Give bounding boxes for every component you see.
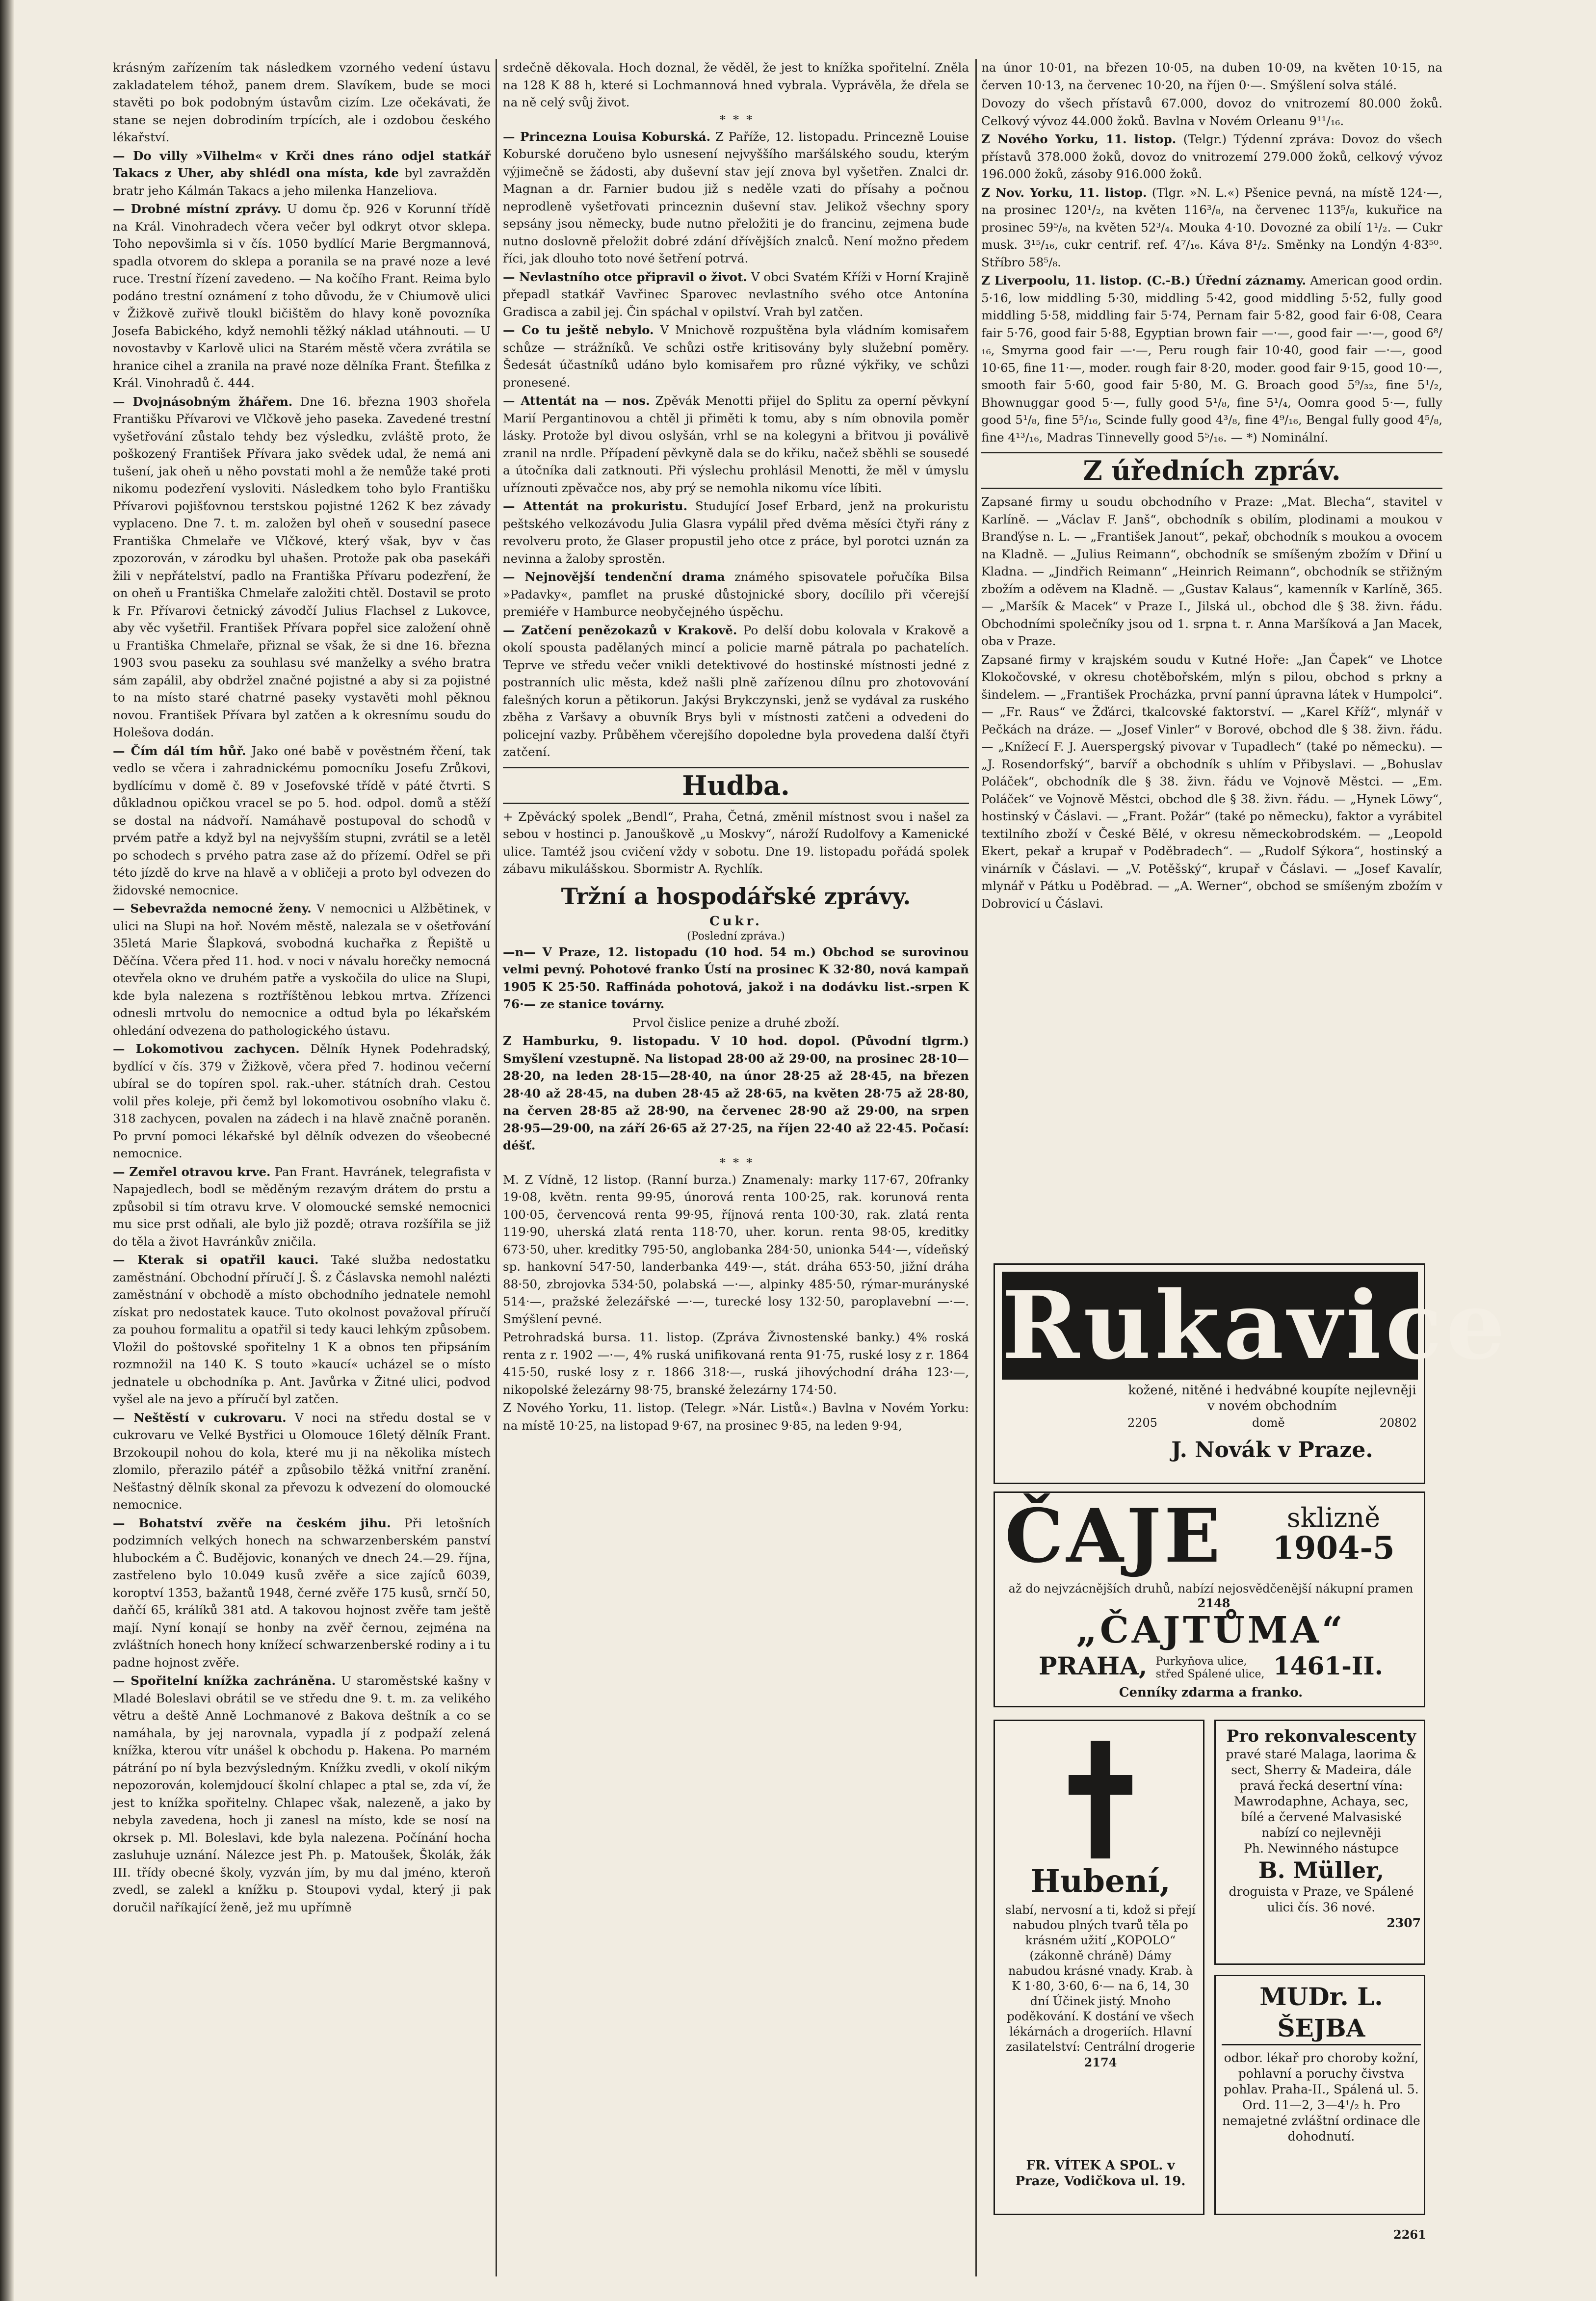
news-article bbox=[981, 131, 1442, 183]
section-title-trzni: Tržní a hospodářské zprávy. bbox=[561, 883, 911, 910]
article-headline: Z Liverpoolu, 11. listop. (C.-B.) Úřední záznamy. bbox=[981, 273, 1306, 288]
market-report-hamburk: Z Hamburku, 9. listopadu. V 10 hod. dopol. (Původní tlgrm.) Smyšlení vzestupně. Na listopad 28·00 až 29·00, na prosinec 28·10—28·20, na leden 28·15—28·40, na únor 28·25 až 28·45, na březen 28·40 až 28·45, na duben 28·45 až 28·65, na květen 28·75 až 28·80, na červen 28·85 až 28·90, na červenec 28·90 až 29·00, na srpen 28·95—29·00, na září 26·65 až 27·25, na říjen 22·40 až 22·45. Počasí: déšť. bbox=[503, 1034, 969, 1152]
news-article bbox=[113, 900, 491, 1039]
section-title-urad: Z úředních zpráv. bbox=[981, 452, 1442, 489]
article-text: na únor 10·01, na březen 10·05, na duben 10·09, na květen 10·15, na červen 10·13, na červenec 10·20, na říjen 0·—. Smýšlení solva stálé. bbox=[981, 60, 1442, 92]
advert-headline: Hubení, bbox=[1030, 1863, 1171, 1900]
news-article bbox=[113, 200, 491, 392]
article-text: známého spisovatele pořučíka Bilsa »Padavky«, pamflet na pruské důstojnické sbory, docílilo při včerejší premiéře v Hamburce neobyčejného úspěchu. bbox=[503, 570, 969, 619]
news-article bbox=[503, 568, 969, 621]
official-firms-kutna-hora: Zapsané firmy v krajském soudu v Kutné Hoře: „Jan Čapek“ ve Lhotce Klokočovské, v okresu chotěbořském, mlýn s pilou, obchod s prkny a šindelem. — „František Procházka, první panní úpravna látek v Humpolci“. — „Fr. Raus“ ve Žďárci, tkalcovské faktorství. — „Karel Kříž“, mlynář v Pečkách na dráze. — „Josef Vinler“ v Borové, obchod dle § 38. živn. řádu. — „Knížecí F. J. Auerspergský pivovar v Tupadlech“ (také po německu). — „J. Rosendorfský“, barvíř a obchodník s uhlím v Přibyslavi. — „Bohuslav Poláček“, obchodník dle § 38. živn. řádu ve Vojnově Městci. — „Em. Poláček“ ve Vojnově Městci, obchod dle § 38. živn. řádu. — „Hynek Löwy“, hostinský v Čáslavi. — „Frant. Požár“ (také po německu), faktor a vyrábitel textilního zboží v České Bělé, v okresu německobrodském. — „Leopold Ekert, pekař a krupař v Poděbradech“. — „Rudolf Sýkora“, hostinský a vinárník v Čáslavi. — „V. Potěšský“, krupař v Čáslavi. — „Josef Kavalír, mlynář v Pátku u Poděbrad. — „A. Werner“, obchod se smíšeným zbožím v Dobrovicí u Čáslavi. bbox=[981, 652, 1442, 911]
news-article bbox=[113, 1515, 491, 1672]
advert-numbers: 2205 domě 20802 bbox=[1127, 1416, 1417, 1430]
column-1 bbox=[113, 59, 491, 2276]
article-headline: — Attentát na prokuristu. bbox=[503, 499, 688, 513]
news-article bbox=[503, 497, 969, 567]
article-headline: — Spořitelní knížka zachráněna. bbox=[113, 1673, 336, 1688]
news-article bbox=[113, 1672, 491, 1916]
article-headline: — Dvojnásobným žhářem. bbox=[113, 394, 293, 409]
article-headline: — Zatčení penězokazů v Krakově. bbox=[503, 623, 737, 637]
article-text: V obci Svatém Kříži v Horní Krajině přepadl statkář Vavřinec Sparovec nevlastního svého otce Antonína Gradisca a zabil jej. Čin spáchal v opilství. Vrah byl zatčen. bbox=[503, 269, 969, 319]
article-headline: — Do villy »Vilhelm« v Krči dnes ráno odjel statkář Takacs z Uher, aby shlédl ona místa, kde bbox=[113, 148, 491, 180]
article-headline: — Bohatství zvěře na českém jihu. bbox=[113, 1516, 391, 1530]
page-binding-edge bbox=[0, 0, 14, 2301]
advert-banner: Rukavice bbox=[1002, 1271, 1509, 1380]
article-text: V Mnichově rozpuštěna byla vládním komisařem schůze — strážníků. Ve schůzi ostře kritisovány byly služební poměry. Šedesát účastníků udáno bylo komisařem pro různé výkřiky, ve schůzi pronesené. bbox=[503, 323, 969, 390]
news-article bbox=[113, 59, 491, 146]
article-headline: — Nevlastního otce připravil o život. bbox=[503, 269, 747, 284]
article-text: American good ordin. 5·16, low middling 5·30, middling 5·42, good middling 5·52, fully good middling 5·58, middling fair 5·74, Pernam fair 5·82, good fair 6·08, Ceara fair 5·76, good fair 5·88, Egyptian brown fair —·—, good fair —·—, good 6⁸/₁₆, Smyrna good fair —·—, Peru rough fair 10·40, good fair —·—, good 10·65, fine 11·—, moder. rough fair 8·20, moder. good fair 9·15, good 10·—, smooth fair 5·60, good fair 5·80, M. G. Broach good 5⁹/₃₂, fine 5¹/₂, Bhownuggar good 5·—, fully good 5¹/₈, fine 5¹/₄, Oomra good 5·—, fully good 5¹/₈, fine 5⁵/₁₆, Scinde fully good 4³/₈, fine 4⁹/₁₆, Bengal fully good 4⁵/₈, fine 4¹³/₁₆, Madras Tinnevelly good 5⁵/₁₆. — *) Nominální. bbox=[981, 273, 1442, 445]
advert-text: slabí, nervosní a ti, kdož si přejí nabudou plných tvarů těla po krásném užití „KOPOLO“ (zákonně chráně) Dámy nabudou krásné vnady. Krab. à K 1·80, 3·60, 6·— na 6, 14, 30 dní Účinek jistý. Mnoho poděkování. K dostání ve všech lékárnách a drogeriích. Hlavní zasilatelství: Centrální drogerie 2174 bbox=[1005, 1903, 1196, 2069]
news-article bbox=[981, 272, 1442, 446]
column-rule-1 bbox=[496, 59, 497, 2276]
advert-text: až do nejvzácnějších druhů, nabízí nejosvědčenější nákupní pramen 2148 bbox=[1008, 1582, 1413, 1610]
column-3 bbox=[981, 59, 1442, 1256]
article-text: Pan Frant. Havránek, telegrafista v Napajedlech, bodl se měděným rezavým drátem do prstu a způsobil si tím otravu krve. V olomoucké semské nemocnici mu sice prst odňali, ale bylo již pozdě; otrava rozšířila se již do těla a život Havránkův zničila. bbox=[113, 1164, 491, 1249]
subsection-cukr: Cukr. bbox=[709, 914, 762, 929]
advert-caje bbox=[994, 1491, 1425, 1707]
article-text: (Telgr.) Týdenní zpráva: Dovoz do všech přístavů 378.000 žoků, dovoz do vnitrozemí 279.000 žoků, celkový vývoz 196.000 žoků, zásoby 916.000 žoků. bbox=[981, 132, 1443, 181]
subsection-note: (Poslední zpráva.) bbox=[687, 930, 785, 942]
market-report-newyork: Z Nového Yorku, 11. listop. (Telegr. »Nár. Listů«.) Bavlna v Novém Yorku: na místě 10·25, na listopad 9·67, na prosinec 9·85, na leden 9·94, bbox=[503, 1401, 969, 1433]
article-text: V nemocnici u Alžbětinek, v ulici na Slupi na hoř. Novém městě, nalezala se v ošetřování 35letá Marie Šlapková, svobodná kuchařka z Řepiště u Děčína. Včera před 11. hod. v noci v návalu horečky nemocná otevřela okno ve druhém patře a vyskočila do ulice na Slupi, kde byla nalezena s roztříštěnou lebkou mrtva. Zřízenci odnesli mrtvolu do nemocnice a odtud byla po lékařském ohledání odvezena do pathologického ústavu. bbox=[113, 901, 491, 1038]
news-article bbox=[113, 1409, 491, 1514]
advert-name: B. Müller, bbox=[1258, 1857, 1385, 1883]
advert-code: 2307 bbox=[1387, 1916, 1421, 1930]
article-headline: — Drobné místní zprávy. bbox=[113, 202, 282, 216]
column-2 bbox=[503, 59, 969, 2276]
hudba-article: + Zpěvácký spolek „Bendl“, Praha, Četná, změnil místnost svou i našel za sebou v hostinci p. Janouškově „u Moskvy“, nároží Rudolfovy a Kamenické ulice. Tamtéž jsou cvičení vždy v sobotu. Dne 19. listopadu pořádá spolek zábavu mikulášskou. Sbormistr A. Rychlík. bbox=[503, 809, 969, 876]
advert-season: sklizně 1904-5 bbox=[1272, 1502, 1395, 1567]
article-text: krásným zařízením tak následkem vzorného vedení ústavu zakladatelem téhož, panem drem. Slavíkem, bude se moci stavěti po bok podobným ústavům cizím. Lze očekávati, že stane se nejen dobrodiním trpících, ale i ozdobou českého lékařství. bbox=[113, 60, 491, 144]
advert-footer: FR. VÍTEK A SPOL. v Praze, Vodičkova ul. 19. bbox=[1015, 2158, 1186, 2189]
official-firms-praha: Zapsané firmy u soudu obchodního v Praze: „Mat. Blecha“, stavitel v Karlíně. — „Václav F. Janš“, obchodník s obilím, plodinami a moukou v Branďýse n. L. — „František Janout“, pekař, obchodník s moukou a ovocem na Kladně. — „Julius Reimann“, obchodník se smíšeným zbožím v Dřiní u Kladna. — „Jindřich Reimann“ „Heinrich Reimann“, obchodník se střižným zbožím a oděvem na Kladně. — „Gustav Kalaus“, kamenník v Karlíně, 365. — „Maršík & Macek“ v Praze I., Jilská ul., obchod dle § 38. živn. řádu. Obchodními společníky jsou od 1. srpna t. r. Anna Maršíková a Jan Macek, oba v Praze. bbox=[981, 495, 1442, 648]
advert-rukavice bbox=[994, 1263, 1509, 1484]
article-headline: — Princezna Louisa Koburská. bbox=[503, 129, 711, 144]
news-article bbox=[503, 59, 969, 111]
article-text: V noci na středu dostal se v cukrovaru ve Velké Bystřici u Olomouce 16letý dělník Frant. Brzokoupil nohou do kola, které mu ji na několika místech zlomilo, přerazilo pátéř a způsobilo těžká vnitřní zranění. Nešťastný dělník skonal za převozu k odvezení do olomoucké nemocnice. bbox=[113, 1410, 491, 1512]
article-text: Při letošních podzimních velkých honech na schwarzenberském panství hlubockém a Č. Budějovic, konaných ve dnech 24.—29. října, zastřeleno bylo 10.049 kusů zvěře a sice zajíců 6039, koroptví 1353, bažantů 1948, černé zvěře 175 kusů, srnčí 50, daňčí 65, králíků 381 atd. A takovou hojnost zvěře tam ještě mají. Nyní konají se honby na zvěř černou, zejména na zvláštních honech hony knížecí schwarzenberské rodiny a i tu padne hojnost zvěře. bbox=[113, 1516, 491, 1670]
advert-name: J. Novák v Praze. bbox=[1171, 1438, 1373, 1463]
advert-text: pravé staré Malaga, laorima & sect, Sherry & Madeira, dále pravá řecká desertní vína: Mawrodaphne, Achaya, sec, bílé a červené Malvasiské nabízí co nejlevněji bbox=[1226, 1747, 1417, 1840]
article-text: Dělník Hynek Podehradský, bydlící v čís. 379 v Žižkově, včera před 7. hodinou večerní ubíral se do topíren spol. rak.-uher. státních drah. Cestou volil přes koleje, při čemž byl lokomotivou osobního vlaku č. 318 zachycen, povalen na zádech i na hlavě značně poraněn. Po první pomoci lékařské byl dělník odvezen do všeobecné nemocnice. bbox=[113, 1042, 491, 1160]
market-note: Prvol čislice penize a druhé zboží. bbox=[632, 1015, 840, 1030]
article-text: Studující Josef Erbard, jenž na prokuristu peštského velkozávodu Julia Glasra vypálil před dvěma měsíci čtyři rány z revolveru proto, že Glaser propustil jeho otce z práce, byl porotci uznán za nevinna a žaloby sprostěn. bbox=[503, 499, 969, 566]
article-headline: — Kterak si opatřil kauci. bbox=[113, 1253, 319, 1267]
article-headline: — Lokomotivou zachycen. bbox=[113, 1042, 300, 1056]
article-text: Dne 16. března 1903 shořela Františku Přívarovi ve Vlčkově jeho paseka. Zavedené trestní vyšetřování zůstalo tehdy bez výsledku, zvláště proto, že poškozený František Přívara jako svědek udal, že nemá ani tušení, jak oheň u něho povstati mohl a že nemůže také proti nikomu podezření vysloviti. Následkem toho bylo Františku Přívarovi pojišťovnou terstskou pojistné 1262 K bez závady vyplaceno. Dne 7. t. m. založen byl oheň v sousední pasece Františka Chmelaře ve Vlčkové, který však, byv v čas zpozorován, v zárodku byl uhašen. Protože pak oba pasekáři žili v nepřátelství, padlo na Františka Přívaru podezření, že on oheň u Františka Chmelaře založiti chtěl. Dostavil se proto k Fr. Přívarovi četnický závodčí Julius Flachsel z Lukovce, aby věc vyšetřil. František Přívara popřel sice založení ohně u Františka Chmelaře, přiznal se však, že si dne 16. března 1903 svou paseku za souhlasu své manželky a svého bratra sám zapálil, aby obdržel značné pojistné a aby si za pojistné to na místo staré chatrné paseky vystavěti mohl pěknou novou. František Přívara byl zatčen a k okresnímu soudu do Holešova dodán. bbox=[113, 394, 491, 739]
article-headline: Z Nov. Yorku, 11. listop. bbox=[981, 185, 1147, 200]
advert-code: 2261 bbox=[1393, 2227, 1426, 2242]
news-article bbox=[503, 268, 969, 321]
article-text: srdečně děkovala. Hoch doznal, že věděl, že jest to knížka spořitelní. Znělа na 128 K 88 h, které si Lochmannová hned vybrala. Vyprávěla, že dřela se na ně celý svůj život. bbox=[503, 60, 969, 109]
article-text: U staroměstské kašny v Mladé Boleslavi obrátil se ve středu dne 9. t. m. za velikého větru a deště Anně Lochmanové z Bakova deštník a co se namáhala, by jej narovnala, vypadla jí z podpaží zelená knížka, kterou vítr unášel k obchodu p. Hakena. Po marném pátrání po ní byla bezvýsledným. Knížku zvedli, v okolí nikým nepozorován, kolemjdoucí školní chlapec a ptal se, zda ví, že jest to knížka spořitelny. Chlapec však, nalezeně, a jako by nebyla zavedena, hoch ji zanesl na místo, kde se nosí na okrsek p. Ml. Boleslavi, kde byla nalezena. Počínání hocha zasluhuje uznání. Nálezce jest Ph. p. Matoušek, Školák, žák III. třídy obecné školy, vyzván jím, by mu dal jméno, kteroň zvedl, se zalekl a knížku p. Stoupovi vydal, který ji pak doručil naříkající ženě, jež mu upřímně bbox=[113, 1673, 491, 1914]
advert-headline: ČAJE bbox=[1005, 1493, 1224, 1579]
advert-brand: „ČAJTŮMA“ bbox=[1076, 1609, 1346, 1651]
news-article bbox=[113, 1163, 491, 1251]
article-text: byl zavražděn bratr jeho Kálmán Takacs a jeho milenka Hanzeliova. bbox=[113, 166, 491, 198]
advert-footer: Cenníky zdarma a franko. bbox=[1119, 1685, 1303, 1700]
news-article bbox=[503, 321, 969, 391]
news-article bbox=[113, 742, 491, 899]
section-title-hudba: Hudba. bbox=[503, 767, 969, 804]
news-article bbox=[113, 1040, 491, 1162]
column-rule-2 bbox=[975, 59, 977, 2276]
advert-sejba bbox=[1214, 1975, 1425, 2215]
article-text: Po delší dobu kolovala v Krakově a okolí spousta padělaných mincí a policie marně pátrala po pachatelích. Teprve ve středu večer vnikli detektivové do hostinské místnosti jedné z postranních ulic města, kdež našli plně zařízenou dílnu pro zhotovování falešných korun a pětikorun. Jakýsi Brykczynski, jenž se vydával za ruského zběha z Varšavy a obuvník Brys byli v místnosti zatčeni a odvedeni do policejní vazby. Průběhem včerejšího dopoledne byla provedena další čtyři zatčení. bbox=[503, 623, 969, 759]
news-article bbox=[113, 393, 491, 741]
news-article bbox=[503, 128, 969, 267]
article-headline: — Zemřel otravou krve. bbox=[113, 1164, 271, 1179]
article-headline: — Čím dál tím hůř. bbox=[113, 743, 246, 758]
market-report-praha: —n— V Praze, 12. listopadu (10 hod. 54 m.) Obchod se surovinou velmi pevný. Pohotové franko Ústí na prosinec K 32·80, nová kampaň 1905 K 25·50. Raffináda pohotová, jakož i na dodávku list.-srpen K 76·— ze stanice továrny. bbox=[503, 944, 969, 1011]
article-headline: — Attentát na — nos. bbox=[503, 393, 650, 408]
advert-name: MUDr. L. ŠEJBA bbox=[1222, 1981, 1421, 2045]
article-text: Z Paříže, 12. listopadu. Princezně Louise Koburské doručeno bylo usnesení nejvyššího maršálského soudu, kterým výjimečně se žádosti, aby duševní stav její znova byl vyšetřen. Znalci dr. Magnan a dr. Farnier budou již s neděle vzati do přísahy a počnou neprodleně vyšetřovati princeznin duševní stav. Jelikož všechny spory sepsány jsou německy, bude nutno přeložiti je do francinu, zejmena bude nutno doslovně přeložit dobré zdání dřívějších znalců. Není možno předem říci, jak dlouho toto nové šetření potrvá. bbox=[503, 129, 969, 265]
article-text: Zpěvák Menotti přijel do Splitu za operní pěvkyní Marií Pergantinovou a chtěl ji přiměti k tomu, aby s ním obnovila poměr lásky. Protože byl divou oslyšán, vrhl se na kolegyni a břitvou ji poválivě zranil na nrdle. Případení pěvkyně dala se do křiku, načež sběhli se sousedé a útočníka dali zatknouti. Při výslechu prohlásil Menotti, že měl v úmyslu uříznouti zpěvačce nos, aby prý se nemohla nikomu více líbiti. bbox=[503, 393, 969, 495]
article-text: Také služba nedostatku zaměstnání. Obchodní příručí J. Š. z Čáslavska nemohl nalézti zaměstnání v obchodě a místo obchodního jednatele nemohl získat pro nedostatek kauce. Tuto okolnost považoval příručí za pouhou formalitu a opatřil si tedy kauci lehkým způsobem. Vložil do poštovské spořitelny 1 K a obnos ten připsáním rozmnožil na 140 K. S touto »kaucí« ucházel se o místo jednatele u obchodníka p. Ant. Javůrka v Žitné ulici, podvod vyšel ale na jevo a příručí byl zatčen. bbox=[113, 1253, 491, 1406]
article-text: U domu čp. 926 v Korunní třídě na Král. Vinohradech včera večer byl odkryt otvor sklepa. Toho nepovšimla si v čís. 1050 bydlící Marie Bergmannová, spadla otvorem do sklepa a poranila se na pravé noze a levé ruce. Trestní řízení zavedeno. — Na kočího Frant. Reima bylo podáno trestní oznámení z toho důvodu, že v Chiumově ulici v Žižkově zuřivě tloukl bičištěm do hlavy koně povozníka Josefa Babického, když nemohli těžký náklad utáhnouti. — U novostavby v Karlově ulici na Starém městě včera zvrátila se hranice cihel a zranila na pravé noze dělníka Frant. Štefilka z Král. Vinohradů č. 444. bbox=[113, 202, 491, 390]
advert-sub: Ph. Newinného nástupce bbox=[1244, 1841, 1399, 1856]
advert-rekonvalescenty bbox=[1214, 1720, 1425, 1965]
article-text: Dovozy do všech přístavů 67.000, dovoz do vnitrozemí 80.000 žoků. Celkový vývoz 44.000 žoků. Bavlna v Novém Orleanu 9¹¹/₁₆. bbox=[981, 96, 1442, 128]
article-text: (Tlgr. »N. L.«) Pšenice pevná, na místě 124·—, na prosinec 120¹/₂, na květen 116³/₈, na červenec 113⁵/₈, kukuřice na prosinec 59⁵/₈, na květen 52³/₄. Mouka 4·10. Dovozné za obilí 1¹/₂. — Cukr musk. 3¹⁵/₁₆, cukr centrif. ref. 4⁷/₁₆. Káva 8¹/₂. Směnky na Londýn 4·83⁵⁰. Stříbro 58⁵/₈. bbox=[981, 185, 1442, 269]
news-article bbox=[981, 95, 1442, 130]
news-article bbox=[113, 1251, 491, 1408]
article-headline: — Co tu ještě nebylo. bbox=[503, 323, 654, 337]
cross-icon bbox=[1069, 1741, 1132, 1858]
market-report-viden: M. Z Vídně, 12 listop. (Ranní burza.) Znamenaly: marky 117·67, 20franky 19·08, květn. renta 99·95, únorová renta 100·25, rak. korunová renta 100·05, červencová renta 99·95, říjnová renta 100·30, rak. zlatá renta 119·90, uherská zlatá renta 118·70, uher. korun. renta 98·05, kreditky 673·50, uher. kreditky 795·50, anglobanka 284·50, unionka 544·—, vídeňský sp. hankovní 547·50, landerbanka 449·—, stát. dráha 653·50, jižní dráha 88·50, zbrojovka 534·50, polabská —·—, alpinky 485·50, rýmar-murányské 514·—, pražské železářské —·—, turecké losy 132·50, paroplavební —·—. Smýšlení pevné. bbox=[503, 1172, 969, 1326]
separator: * * * bbox=[719, 112, 753, 127]
article-headline: — Neštěstí v cukrovaru. bbox=[113, 1410, 287, 1425]
article-headline: — Nejnovější tendenční drama bbox=[503, 570, 725, 584]
news-article bbox=[503, 622, 969, 761]
advert-address: PRAHA, Purkyňova ulice, střed Spálené ulice, 1461-II. bbox=[1038, 1651, 1384, 1680]
advert-text: odbor. lékař pro choroby kožní, pohlavní a poruchy čivstva pohlav. Praha-II., Spálená ul. 5. Ord. 11—2, 3—4¹/₂ h. Pro nemajetné zvláštní ordinace dle dohodnutí. bbox=[1222, 2051, 1420, 2144]
news-article bbox=[981, 59, 1442, 94]
advert-text: kožené, nitěné i hedvábné koupíte nejlevněji v novém obchodním bbox=[1128, 1383, 1416, 1413]
separator: * * * bbox=[719, 1155, 753, 1170]
market-report-petrohrad: Petrohradská bursa. 11. listop. (Zpráva Živnostenské banky.) 4% roská renta z r. 1902 —·—, 4% ruská unifikovaná renta 91·75, ruské losy z r. 1864 415·50, ruské losy z r. 1866 318·—, ruská jihovýchodní dráha 123·—, nikopolské železárny 98·75, branské železárny 174·50. bbox=[503, 1330, 969, 1397]
advert-headline: Pro rekonvalescenty bbox=[1226, 1726, 1416, 1746]
article-headline: — Sebevražda nemocné ženy. bbox=[113, 901, 312, 915]
article-text: Jako oné babě v pověstném řčení, tak vedlo se včera i zahradnickému pomocníku Josefu Zrůkovi, bydlícímu v domě č. 89 v Josefovské třídě v páté čtvrti. S důkladnou opičkou vracel se po 5. hod. odpol. domů a stěží se dostal na nádvoří. Namáhavě postupoval do schodů v prvém patře a když byl na nejvyšším stupni, zvrátil se a letěl po schodech s prvého patra zase až do přízemí. Odřel se při této jízdě do krve na hlavě a v obličeji a proto byl odvezen do židovské nemocnice. bbox=[113, 743, 491, 897]
article-headline: Z Nového Yorku, 11. listop. bbox=[981, 132, 1177, 146]
advert-hubeni bbox=[994, 1720, 1204, 2215]
news-article bbox=[981, 184, 1442, 271]
advert-footer: droguista v Praze, ve Spálené ulici čís. 36 nové. bbox=[1229, 1884, 1414, 1914]
news-article bbox=[113, 147, 491, 200]
news-article bbox=[503, 392, 969, 497]
